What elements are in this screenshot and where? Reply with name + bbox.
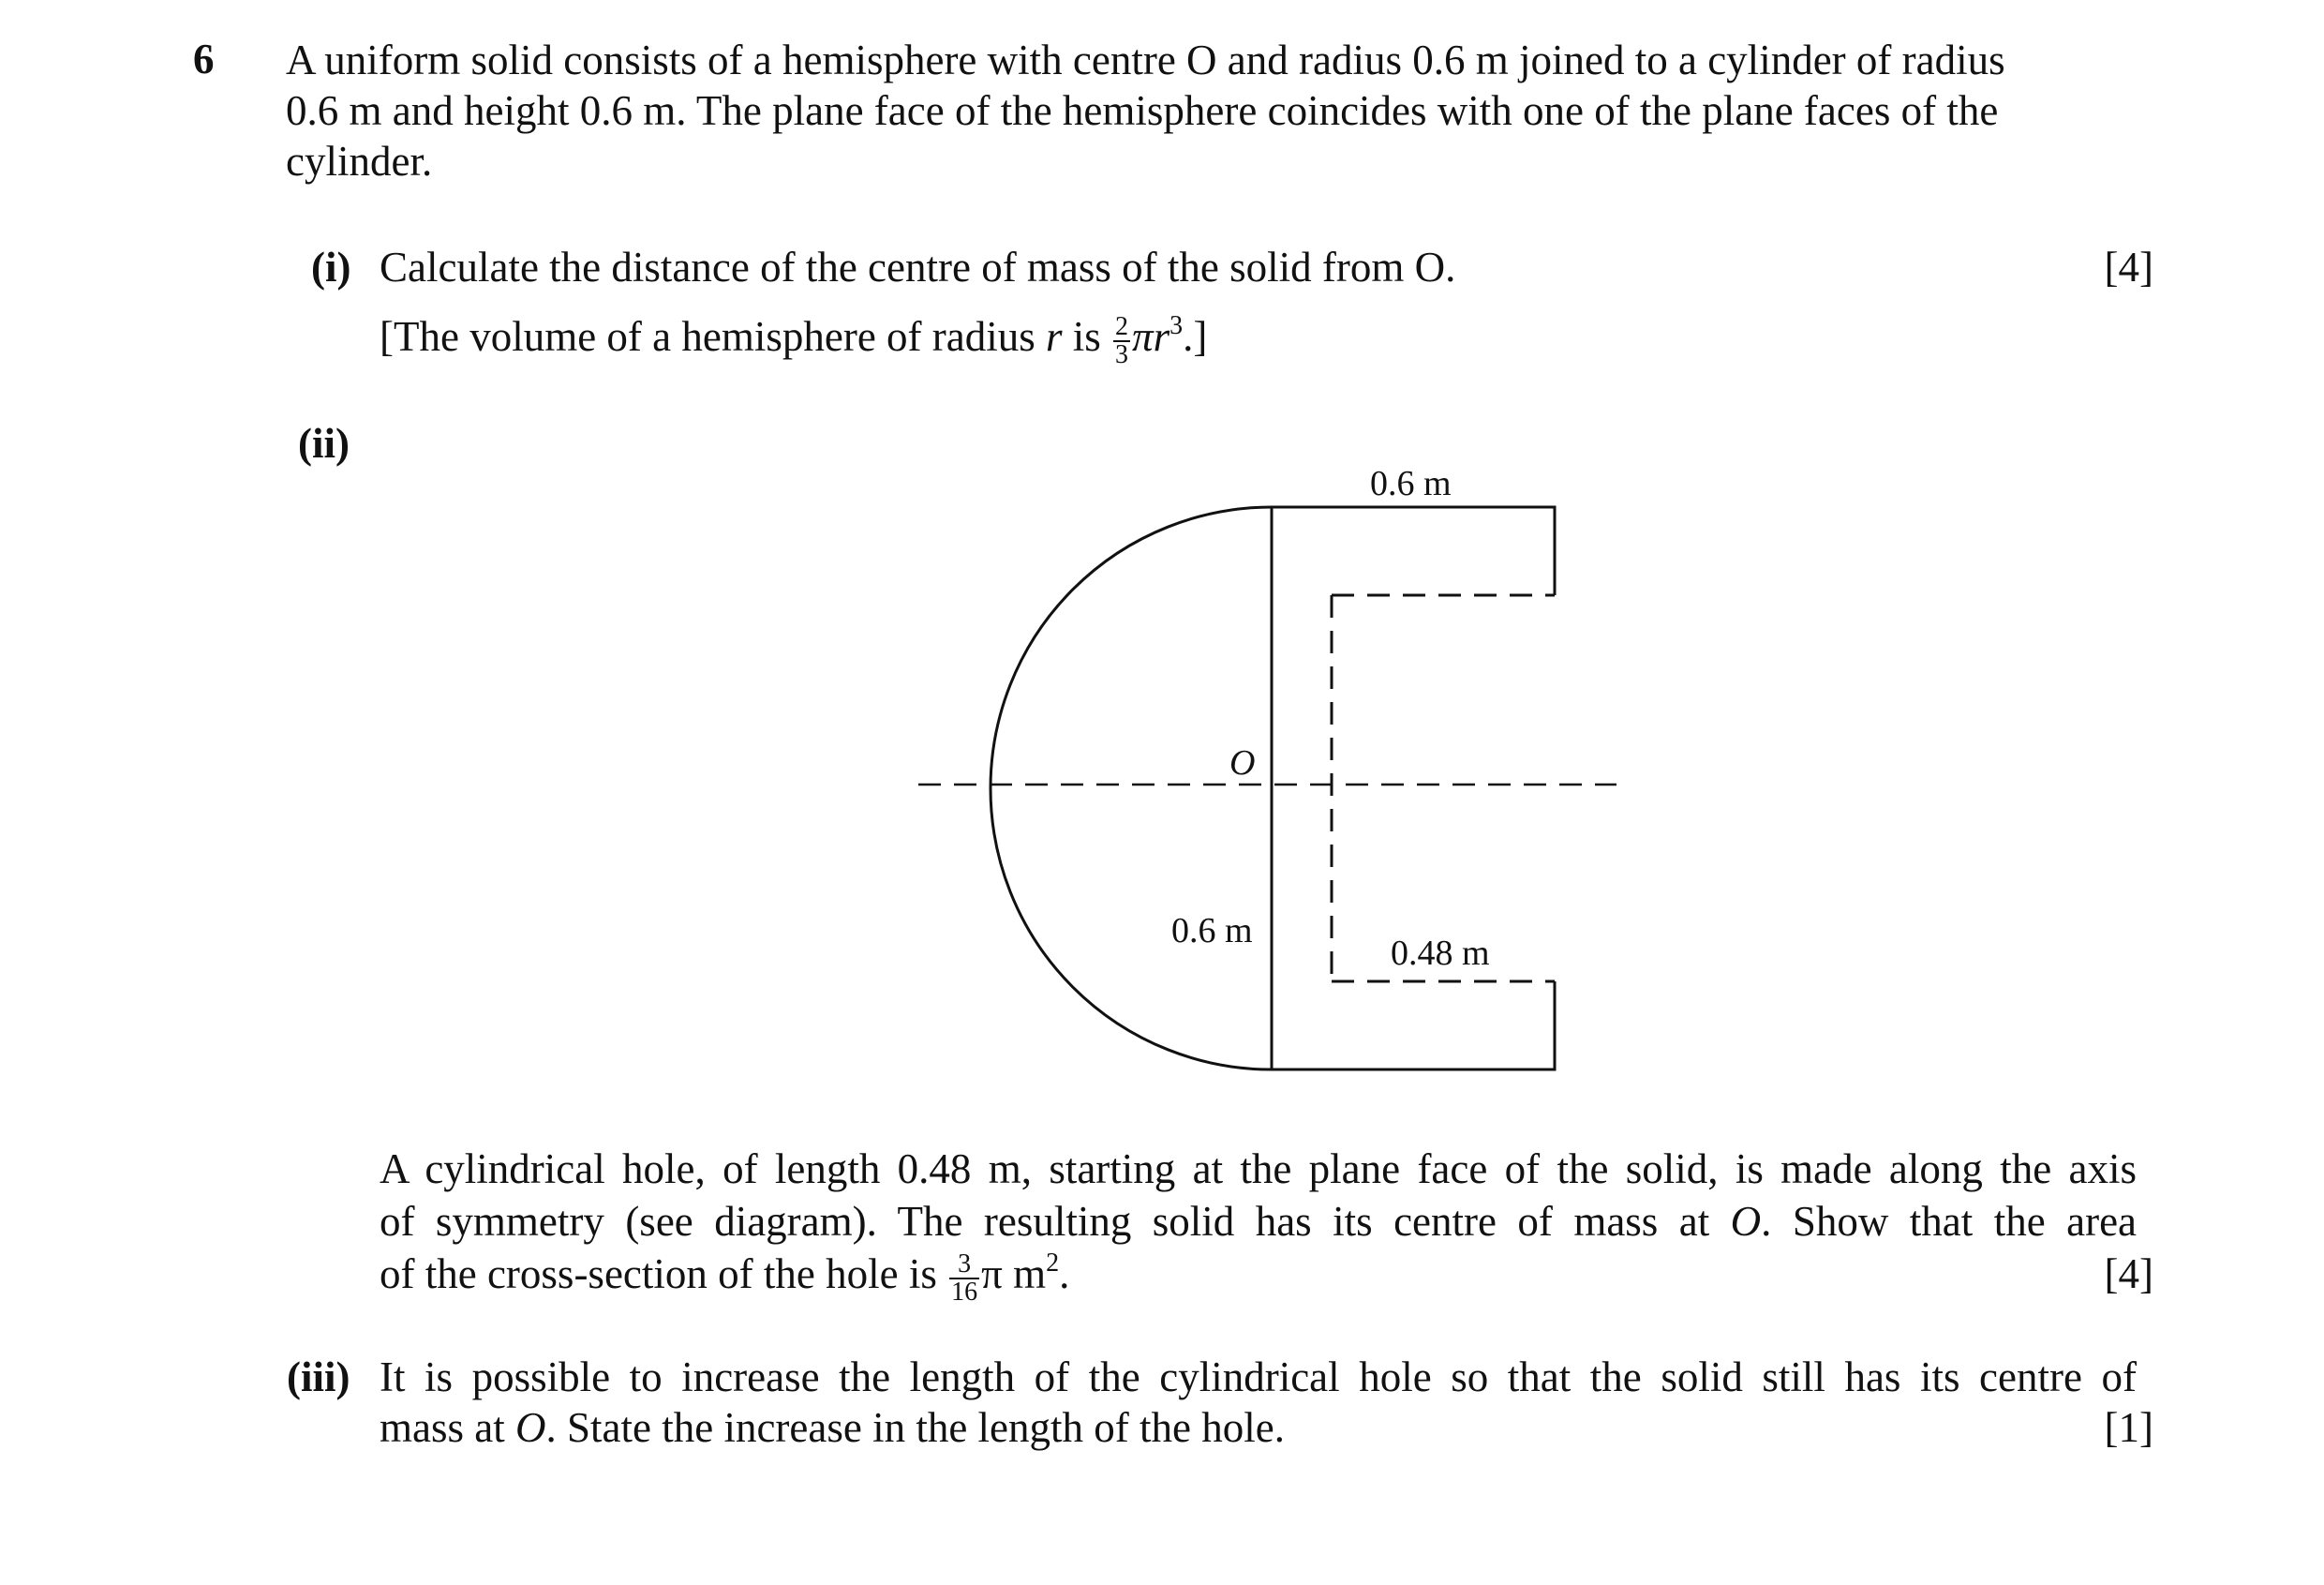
intro-line-3: cylinder. — [286, 138, 433, 185]
part-ii-line-1: A cylindrical hole, of length 0.48 m, starting at the plane face of the solid, is made along the axis — [380, 1145, 2137, 1192]
cylinder-top-outline — [1272, 507, 1555, 595]
part-iii-o: O — [514, 1404, 546, 1451]
note-expr: πr — [1132, 313, 1170, 360]
part-iii-line-2b: . State the increase in the length of the hole. — [545, 1404, 1285, 1451]
part-ii-label: (ii) — [298, 420, 350, 467]
part-iii-line-1: It is possible to increase the length of the cylindrical hole so that the solid still has its centre of — [380, 1353, 2137, 1400]
part-iii-line-2a: mass at — [380, 1404, 505, 1451]
part-ii-line-3c: . — [1059, 1250, 1070, 1297]
label-hole-length: 0.48 m — [1391, 934, 1490, 973]
part-ii-marks: [4] — [2104, 1250, 2153, 1297]
label-radius: 0.6 m — [1171, 911, 1253, 950]
note-suffix: .] — [1183, 313, 1208, 360]
part-iii-line-2 — [380, 1403, 1285, 1452]
part-i-text: Calculate the distance of the centre of mass of the solid from O. — [380, 244, 1456, 291]
intro-line-2: 0.6 m and height 0.6 m. The plane face of the hemisphere coincides with one of the plane faces of the — [286, 87, 1999, 134]
area-frac-num: 3 — [949, 1251, 979, 1279]
area-frac-den: 16 — [951, 1277, 978, 1307]
part-iii-label: (iii) — [287, 1353, 350, 1400]
note-is: is — [1072, 313, 1101, 360]
label-cylinder-length: 0.6 m — [1370, 464, 1452, 503]
note-frac-num: 2 — [1115, 311, 1129, 341]
part-ii-line-2 — [380, 1197, 2137, 1246]
label-centre-o: O — [1229, 743, 1256, 783]
part-iii-marks: [1] — [2104, 1404, 2153, 1451]
part-ii-line-2a: of symmetry (see diagram). The resulting solid has its centre of mass at — [380, 1198, 1710, 1245]
intro-line-1: A uniform solid consists of a hemisphere with centre O and radius 0.6 m joined to a cylinder of radius — [286, 37, 2005, 83]
part-ii-o: O — [1730, 1198, 1762, 1245]
part-ii-exp: 2 — [1046, 1249, 1060, 1278]
question-number: 6 — [193, 36, 215, 82]
hemisphere-arc — [991, 507, 1272, 1069]
hole-outline — [1332, 595, 1555, 981]
part-i-label: (i) — [311, 244, 351, 291]
part-ii-line-3b: π m — [981, 1250, 1047, 1297]
part-ii-line-3 — [380, 1249, 1069, 1306]
note-prefix: [The volume of a hemisphere of radius — [380, 313, 1035, 360]
part-i-marks: [4] — [2104, 244, 2153, 291]
part-ii-line-2b: . Show that the area — [1761, 1198, 2138, 1245]
part-ii-line-3a: of the cross-section of the hole is — [380, 1250, 937, 1297]
note-frac-den: 3 — [1115, 339, 1129, 369]
area-fraction — [949, 1251, 979, 1306]
cylinder-bottom-outline — [1272, 981, 1555, 1069]
note-exp: 3 — [1169, 311, 1184, 340]
note-var: r — [1046, 313, 1063, 360]
